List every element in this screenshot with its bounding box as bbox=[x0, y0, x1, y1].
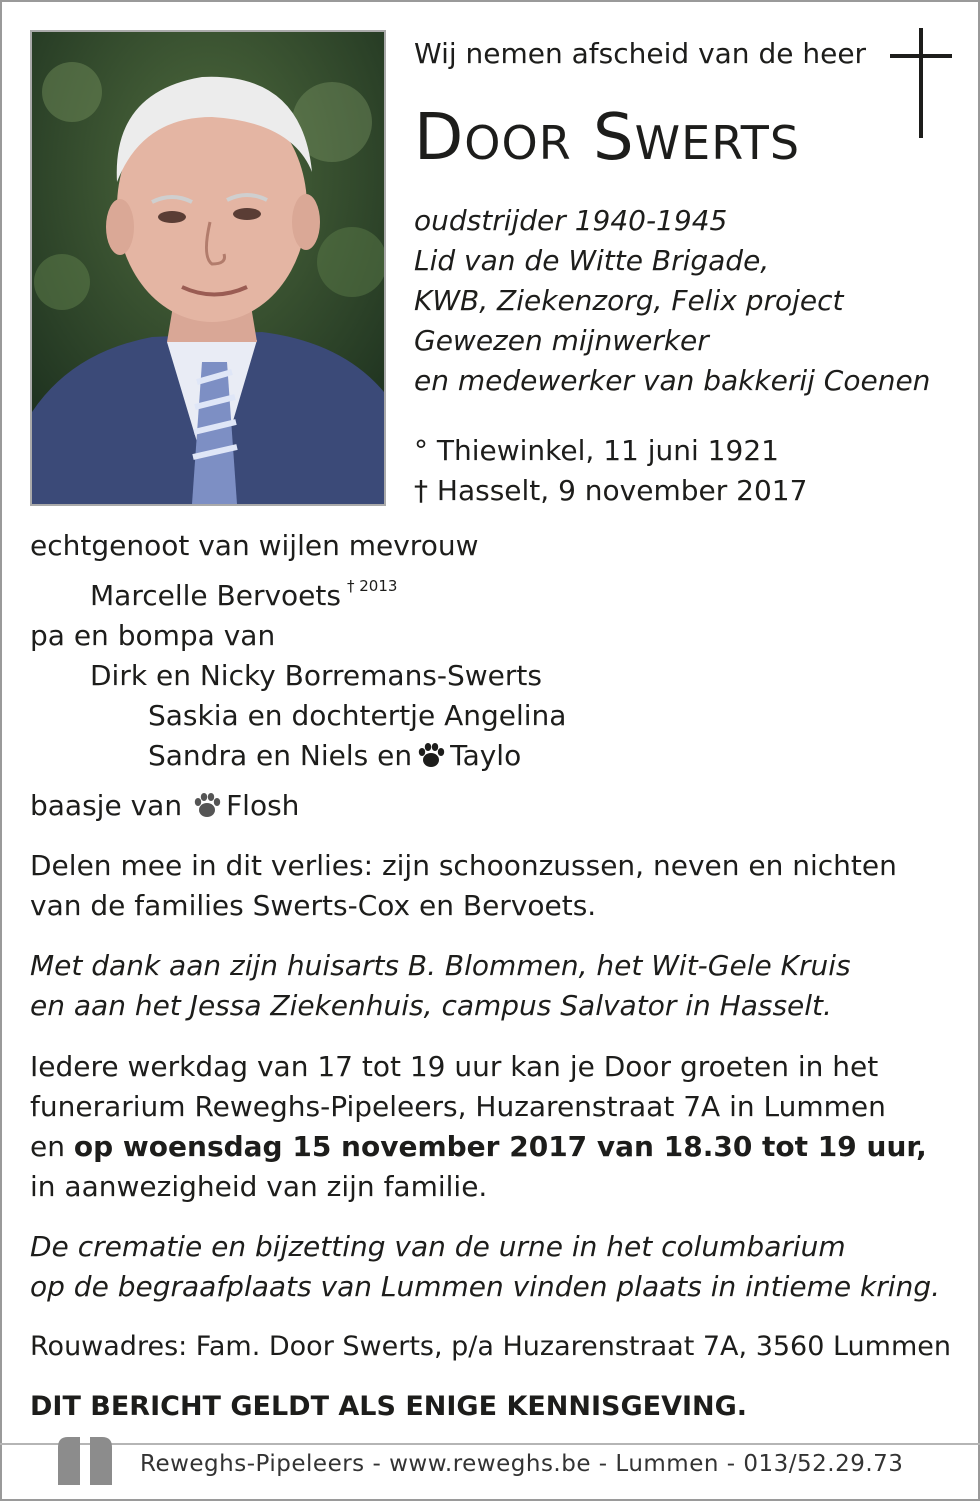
children-intro: pa en bompa van bbox=[30, 619, 276, 652]
visit-line: Iedere werkdag van 17 tot 19 uur kan je Door groeten in het bbox=[30, 1050, 879, 1083]
footer-contact: Reweghs-Pipeleers - www.reweghs.be - Lummen - 013/52.29.73 bbox=[140, 1451, 904, 1477]
thanks-line: en aan het Jessa Ziekenhuis, campus Salvator in Hasselt. bbox=[30, 989, 832, 1022]
grandchild-line bbox=[148, 736, 521, 776]
pet-name: Taylo bbox=[450, 739, 522, 772]
cross-icon bbox=[890, 28, 952, 138]
child-line: Dirk en Nicky Borremans-Swerts bbox=[90, 659, 542, 692]
birth-date: ° Thiewinkel, 11 juni 1921 bbox=[414, 434, 779, 467]
visit-date: op woensdag 15 november 2017 van 18.30 tot 19 uur, bbox=[73, 1130, 927, 1163]
death-date: † Hasselt, 9 november 2017 bbox=[414, 474, 808, 507]
paw-icon bbox=[192, 790, 222, 820]
name-first-initial: D bbox=[414, 101, 465, 175]
paw-icon bbox=[416, 740, 446, 770]
spouse-intro: echtgenoot van wijlen mevrouw bbox=[30, 529, 479, 562]
grandchild-line: Saskia en dochtertje Angelina bbox=[148, 699, 567, 732]
title-line: en medewerker van bakkerij Coenen bbox=[414, 364, 931, 397]
cremation-line: op de begraafplaats van Lummen vinden plaats in intieme kring. bbox=[30, 1270, 940, 1303]
mourning-address: Rouwadres: Fam. Door Swerts, p/a Huzarenstraat 7A, 3560 Lummen bbox=[30, 1331, 951, 1362]
thanks-line: Met dank aan zijn huisarts B. Blommen, het Wit-Gele Kruis bbox=[30, 949, 851, 982]
name-last-initial: S bbox=[593, 101, 635, 175]
spouse-name: Marcelle Bervoets bbox=[90, 579, 341, 612]
funeral-home-logo bbox=[58, 1437, 112, 1485]
relatives-line: Delen mee in dit verlies: zijn schoonzussen, neven en nichten bbox=[30, 849, 897, 882]
pet-name: Flosh bbox=[226, 789, 300, 822]
portrait-photo bbox=[30, 30, 386, 506]
relatives-line: van de families Swerts-Cox en Bervoets. bbox=[30, 889, 597, 922]
notice-text: DIT BERICHT GELDT ALS ENIGE KENNISGEVING. bbox=[30, 1391, 748, 1422]
pet-intro: baasje van bbox=[30, 789, 183, 822]
visit-line bbox=[30, 1127, 927, 1167]
title-line: Gewezen mijnwerker bbox=[414, 324, 709, 357]
intro-text: Wij nemen afscheid van de heer bbox=[414, 37, 867, 70]
deceased-name bbox=[414, 100, 800, 181]
grandchild-prefix: Sandra en Niels en bbox=[148, 739, 413, 772]
name-first-rest: OOR bbox=[464, 116, 572, 170]
spouse-line bbox=[90, 566, 397, 616]
visit-line: in aanwezigheid van zijn familie. bbox=[30, 1170, 488, 1203]
spouse-death: † 2013 bbox=[346, 577, 398, 595]
visit-prefix: en bbox=[30, 1130, 65, 1163]
visit-line: funerarium Reweghs-Pipeleers, Huzarenstraat 7A in Lummen bbox=[30, 1090, 886, 1123]
cremation-line: De crematie en bijzetting van de urne in het columbarium bbox=[30, 1230, 846, 1263]
name-last-rest: WERTS bbox=[634, 116, 801, 170]
pet-line bbox=[30, 786, 299, 826]
title-line: oudstrijder 1940-1945 bbox=[414, 204, 728, 237]
footer-divider bbox=[0, 1443, 980, 1445]
title-line: KWB, Ziekenzorg, Felix project bbox=[414, 284, 844, 317]
title-line: Lid van de Witte Brigade, bbox=[414, 244, 770, 277]
